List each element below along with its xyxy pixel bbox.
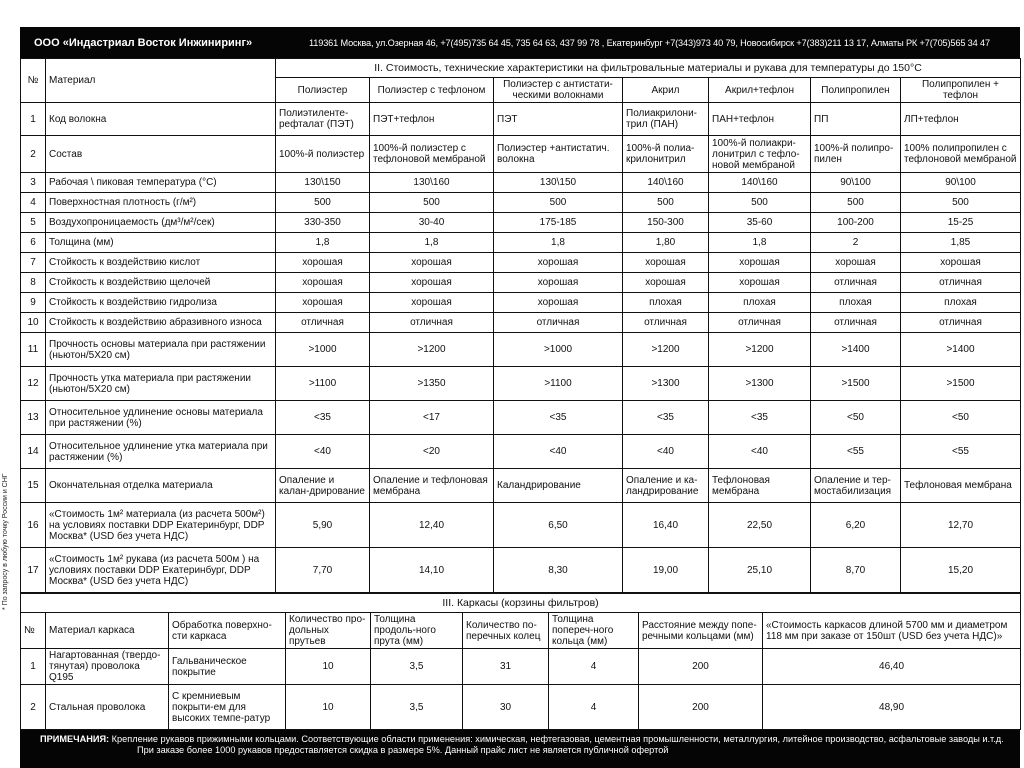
cell-value: <55 <box>901 435 1021 469</box>
cage-long-rods: 10 <box>286 649 371 685</box>
cell-value: <35 <box>494 401 623 435</box>
cell-value: 140\160 <box>623 173 709 193</box>
cell-value: Каландрирование <box>494 469 623 503</box>
cell-value: >1400 <box>901 333 1021 367</box>
cell-value: <55 <box>811 435 901 469</box>
cell-value: 500 <box>623 193 709 213</box>
cell-value: 1,80 <box>623 233 709 253</box>
row-label: Состав <box>46 136 276 173</box>
cell-value: отличная <box>901 313 1021 333</box>
cell-value: хорошая <box>811 253 901 273</box>
row-number: 9 <box>21 293 46 313</box>
cell-value: отличная <box>811 313 901 333</box>
cell-value: ПП <box>811 103 901 136</box>
row-number: 11 <box>21 333 46 367</box>
table-row <box>21 469 1021 503</box>
cell-value: <35 <box>623 401 709 435</box>
cell-value: 175-185 <box>494 213 623 233</box>
column-header-material-type: Полиэстер с антистати-ческими волокнами <box>494 78 623 103</box>
table-row <box>21 367 1021 401</box>
table-row <box>21 503 1021 548</box>
cell-value: 6,50 <box>494 503 623 548</box>
cage-no: 1 <box>21 649 46 685</box>
row-label: Прочность утка материала при растяжении (ньютон/5Х20 см) <box>46 367 276 401</box>
cell-value: 1,8 <box>276 233 370 253</box>
cell-value: хорошая <box>276 253 370 273</box>
row-number: 8 <box>21 273 46 293</box>
cell-value: >1100 <box>276 367 370 401</box>
cell-value: <35 <box>276 401 370 435</box>
cell-value: >1000 <box>276 333 370 367</box>
cell-value: >1200 <box>370 333 494 367</box>
cell-value: хорошая <box>494 253 623 273</box>
cage-surface: Гальваническое покрытие <box>169 649 286 685</box>
table-row <box>21 233 1021 253</box>
table-row <box>21 293 1021 313</box>
cell-value: 100%-й полиэстер <box>276 136 370 173</box>
cell-value: 100-200 <box>811 213 901 233</box>
section-title-cages: III. Каркасы (корзины фильтров) <box>21 594 1021 613</box>
cell-value: 2 <box>811 233 901 253</box>
cell-value: хорошая <box>709 253 811 273</box>
column-header-material-type: Полиэстер с тефлоном <box>370 78 494 103</box>
cell-value: отличная <box>370 313 494 333</box>
row-number: 3 <box>21 173 46 193</box>
cell-value: отличная <box>901 273 1021 293</box>
table-row <box>21 193 1021 213</box>
cell-value: <20 <box>370 435 494 469</box>
table-row <box>21 213 1021 233</box>
row-number: 16 <box>21 503 46 548</box>
cell-value: >1200 <box>709 333 811 367</box>
cell-value: >1500 <box>901 367 1021 401</box>
cell-value: плохая <box>811 293 901 313</box>
cell-value: <50 <box>901 401 1021 435</box>
cell-value: 100% полипропилен с тефлоновой мембраной <box>901 136 1021 173</box>
cell-value: >1500 <box>811 367 901 401</box>
row-label: «Стоимость 1м² материала (из расчета 500м²) на условиях поставки DDP Екатеринбург, DDP Москва* (USD без учета НДС) <box>46 503 276 548</box>
notes-line-1: Крепление рукавов прижимными кольцами. Соответствующие области применения: химическая, нефтегазовая, цементная промышленности, металлургия, литейное производство, асфальтовые заводы и.т.д. <box>111 734 1004 744</box>
cell-value: отличная <box>494 313 623 333</box>
cell-value: >1300 <box>709 367 811 401</box>
cell-value: 500 <box>276 193 370 213</box>
table-row <box>21 136 1021 173</box>
cell-value: хорошая <box>494 293 623 313</box>
cell-value: 8,30 <box>494 548 623 593</box>
row-number: 7 <box>21 253 46 273</box>
cell-value: плохая <box>709 293 811 313</box>
row-number: 14 <box>21 435 46 469</box>
company-header-bar <box>20 27 1020 58</box>
column-header-material-type: Полиэстер <box>276 78 370 103</box>
row-number: 17 <box>21 548 46 593</box>
cell-value: <17 <box>370 401 494 435</box>
cell-value: хорошая <box>276 293 370 313</box>
cell-value: Полиакрилони-трил (ПАН) <box>623 103 709 136</box>
cell-value: отличная <box>811 273 901 293</box>
column-header-material: Материал <box>46 59 276 103</box>
table-row <box>21 173 1021 193</box>
cell-value: <40 <box>494 435 623 469</box>
cage-rod-thickness: 3,5 <box>371 649 463 685</box>
cell-value: 5,90 <box>276 503 370 548</box>
cell-value: Полиэстер +антистатич. волокна <box>494 136 623 173</box>
cell-value: 15,20 <box>901 548 1021 593</box>
column-header-cage: Обработка поверхно-сти каркаса <box>169 613 286 649</box>
cell-value: 100%-й полиакри-лонитрил с тефло-новой мембраной <box>709 136 811 173</box>
cell-value: 25,10 <box>709 548 811 593</box>
column-header-cage: Расстояние между попе-речными кольцами (мм) <box>639 613 763 649</box>
column-header-cage: Материал каркаса <box>46 613 169 649</box>
cell-value: 22,50 <box>709 503 811 548</box>
table-row <box>21 103 1021 136</box>
row-label: Относительное удлинение утка материала при растяжении (%) <box>46 435 276 469</box>
cage-price: 46,40 <box>763 649 1021 685</box>
cell-value: 130\150 <box>276 173 370 193</box>
cell-value: плохая <box>623 293 709 313</box>
cage-no: 2 <box>21 685 46 730</box>
cell-value: 7,70 <box>276 548 370 593</box>
cell-value: 1,8 <box>494 233 623 253</box>
row-label: Код волокна <box>46 103 276 136</box>
row-label: Стойкость к воздействию гидролиза <box>46 293 276 313</box>
row-number: 1 <box>21 103 46 136</box>
cell-value: ПЭТ+тефлон <box>370 103 494 136</box>
cell-value: 19,00 <box>623 548 709 593</box>
cell-value: Полиэтиленте-рефталат (ПЭТ) <box>276 103 370 136</box>
column-header-cage: «Стоимость каркасов длиной 5700 мм и диаметром 118 мм при заказе от 150шт (USD без учета НДС)» <box>763 613 1021 649</box>
cell-value: хорошая <box>901 253 1021 273</box>
cell-value: <40 <box>709 435 811 469</box>
row-label: «Стоимость 1м² рукава (из расчета 500м ) на условиях поставки DDP Екатеринбург, DDP Москва* (USD без учета НДС) <box>46 548 276 593</box>
cell-value: 130\160 <box>370 173 494 193</box>
cell-value: Опаление и калан-дрирование <box>276 469 370 503</box>
cell-value: 1,85 <box>901 233 1021 253</box>
cage-ring-thickness: 4 <box>549 685 639 730</box>
cell-value: 90\100 <box>811 173 901 193</box>
cell-value: 500 <box>494 193 623 213</box>
cell-value: >1400 <box>811 333 901 367</box>
row-label: Рабочая \ пиковая температура (°С) <box>46 173 276 193</box>
cell-value: хорошая <box>623 273 709 293</box>
cell-value: плохая <box>901 293 1021 313</box>
cage-material: Стальная проволока <box>46 685 169 730</box>
cell-value: Опаление и ка-ландрирование <box>623 469 709 503</box>
table-row <box>21 273 1021 293</box>
row-number: 10 <box>21 313 46 333</box>
cage-ring-spacing: 200 <box>639 685 763 730</box>
cell-value: ПАН+тефлон <box>709 103 811 136</box>
notes-label: ПРИМЕЧАНИЯ: <box>40 734 110 744</box>
cell-value: >1000 <box>494 333 623 367</box>
row-number: 6 <box>21 233 46 253</box>
cell-value: отличная <box>276 313 370 333</box>
cell-value: Тефлоновая мембрана <box>709 469 811 503</box>
materials-table <box>20 58 1021 593</box>
cell-value: хорошая <box>370 273 494 293</box>
cell-value: 14,10 <box>370 548 494 593</box>
cage-material: Нагартованная (твердо-тянутая) проволока Q195 <box>46 649 169 685</box>
cage-rings: 30 <box>463 685 549 730</box>
cell-value: 16,40 <box>623 503 709 548</box>
table-row <box>21 435 1021 469</box>
column-header-cage: Толщина попереч-ного кольца (мм) <box>549 613 639 649</box>
notes-bar <box>20 730 1020 768</box>
column-header-material-type: Полипропилен <box>811 78 901 103</box>
cell-value: 500 <box>901 193 1021 213</box>
cell-value: 500 <box>709 193 811 213</box>
cage-ring-spacing: 200 <box>639 649 763 685</box>
cage-rod-thickness: 3,5 <box>371 685 463 730</box>
cell-value: отличная <box>709 313 811 333</box>
column-header-cage: Количество по-перечных колец <box>463 613 549 649</box>
notes-line-2: При заказе более 1000 рукавов предоставляется скидка в размере 5%. Данный прайс лист не является публичной офертой <box>137 745 669 755</box>
column-header-cage: Количество про-дольных прутьев <box>286 613 371 649</box>
row-number: 12 <box>21 367 46 401</box>
table-row <box>21 649 1021 685</box>
cell-value: <40 <box>623 435 709 469</box>
cell-value: Опаление и тефлоновая мембрана <box>370 469 494 503</box>
cell-value: <50 <box>811 401 901 435</box>
cell-value: 100%-й полиэстер с тефлоновой мембраной <box>370 136 494 173</box>
cage-price: 48,90 <box>763 685 1021 730</box>
cage-rings: 31 <box>463 649 549 685</box>
column-header-cage: № <box>21 613 46 649</box>
cell-value: >1350 <box>370 367 494 401</box>
row-number: 4 <box>21 193 46 213</box>
cell-value: 30-40 <box>370 213 494 233</box>
cell-value: 1,8 <box>370 233 494 253</box>
row-label: Относительное удлинение основы материала при растяжении (%) <box>46 401 276 435</box>
company-contacts: 119361 Москва, ул.Озерная 46, +7(495)735 64 45, 735 64 63, 437 99 78 , Екатеринбург +7(343)973 40 79, Новосибирск +7(383)211 13 17, Алматы РК +7(705)565 34 47 <box>309 37 990 48</box>
price-list-sheet <box>20 27 1020 768</box>
table-row <box>21 401 1021 435</box>
row-label: Прочность основы материала при растяжении (ньютон/5Х20 см) <box>46 333 276 367</box>
cell-value: ЛП+тефлон <box>901 103 1021 136</box>
cell-value: >1100 <box>494 367 623 401</box>
cell-value: хорошая <box>370 293 494 313</box>
cage-ring-thickness: 4 <box>549 649 639 685</box>
cell-value: 15-25 <box>901 213 1021 233</box>
cell-value: >1200 <box>623 333 709 367</box>
cell-value: 6,20 <box>811 503 901 548</box>
cell-value: отличная <box>623 313 709 333</box>
table-row <box>21 685 1021 730</box>
cell-value: 130\150 <box>494 173 623 193</box>
cell-value: 140\160 <box>709 173 811 193</box>
cell-value: хорошая <box>370 253 494 273</box>
column-header-number: № <box>21 59 46 103</box>
cell-value: 1,8 <box>709 233 811 253</box>
row-number: 15 <box>21 469 46 503</box>
row-label: Стойкость к воздействию абразивного износа <box>46 313 276 333</box>
row-number: 2 <box>21 136 46 173</box>
cell-value: 330-350 <box>276 213 370 233</box>
column-header-cage: Толщина продоль-ного прута (мм) <box>371 613 463 649</box>
row-label: Стойкость к воздействию щелочей <box>46 273 276 293</box>
cell-value: 150-300 <box>623 213 709 233</box>
cell-value: хорошая <box>623 253 709 273</box>
cell-value: Опаление и тер-мостабилизация <box>811 469 901 503</box>
cell-value: >1300 <box>623 367 709 401</box>
cell-value: хорошая <box>709 273 811 293</box>
cell-value: 100%-й полиа-крилонитрил <box>623 136 709 173</box>
row-label: Поверхностная плотность (г/м²) <box>46 193 276 213</box>
cell-value: 12,40 <box>370 503 494 548</box>
delivery-footnote: * По запросу в любую точку России и СНГ <box>2 473 9 610</box>
cell-value: 500 <box>370 193 494 213</box>
row-label: Окончательная отделка материала <box>46 469 276 503</box>
cell-value: 100%-й полипро-пилен <box>811 136 901 173</box>
cell-value: 12,70 <box>901 503 1021 548</box>
cell-value: хорошая <box>494 273 623 293</box>
table-row <box>21 548 1021 593</box>
row-label: Стойкость к воздействию кислот <box>46 253 276 273</box>
cell-value: <40 <box>276 435 370 469</box>
row-number: 5 <box>21 213 46 233</box>
table-row <box>21 313 1021 333</box>
cell-value: Тефлоновая мембрана <box>901 469 1021 503</box>
column-header-material-type: Полипропилен + тефлон <box>901 78 1021 103</box>
cell-value: ПЭТ <box>494 103 623 136</box>
cell-value: хорошая <box>276 273 370 293</box>
column-header-material-type: Акрил+тефлон <box>709 78 811 103</box>
cell-value: 35-60 <box>709 213 811 233</box>
cell-value: 90\100 <box>901 173 1021 193</box>
row-number: 13 <box>21 401 46 435</box>
cell-value: 500 <box>811 193 901 213</box>
section-title-materials: II. Стоимость, технические характеристики на фильтровальные материалы и рукава для температуры до 150°С <box>276 59 1021 78</box>
table-row <box>21 333 1021 367</box>
table-row <box>21 253 1021 273</box>
cage-surface: С кремниевым покрыти-ем для высоких темпе-ратур <box>169 685 286 730</box>
company-name: ООО «Индастриал Восток Инжиниринг» <box>34 36 253 49</box>
column-header-material-type: Акрил <box>623 78 709 103</box>
cages-table <box>20 593 1021 730</box>
row-label: Толщина (мм) <box>46 233 276 253</box>
cell-value: 8,70 <box>811 548 901 593</box>
cell-value: <35 <box>709 401 811 435</box>
row-label: Воздухопроницаемость (дм³/м²/сек) <box>46 213 276 233</box>
cage-long-rods: 10 <box>286 685 371 730</box>
